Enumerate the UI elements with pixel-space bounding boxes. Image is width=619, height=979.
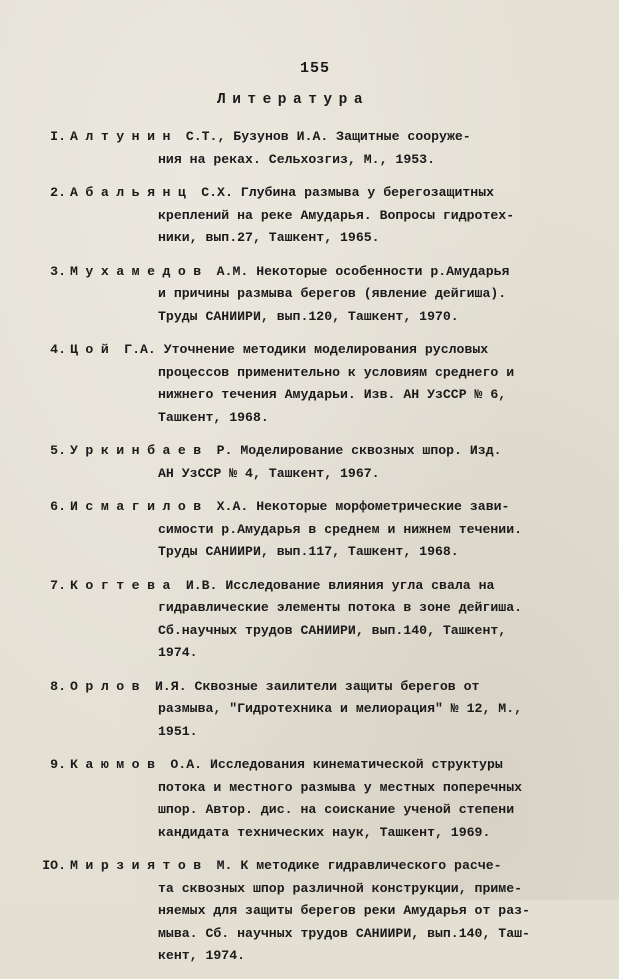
- reference-item: [0, 676, 619, 744]
- reference-number: 4.: [50, 342, 66, 357]
- reference-item: [0, 575, 619, 665]
- reference-list: [0, 126, 619, 979]
- reference-number: 7.: [50, 577, 66, 593]
- reference-number: IO.: [42, 858, 66, 873]
- reference-line: нижнего течения Амударьи. Изв. АН УзССР № 6,: [158, 387, 507, 402]
- reference-author: Мухамедов: [70, 263, 209, 279]
- reference-first-line: [70, 855, 619, 878]
- reference-number: 2.: [50, 185, 66, 200]
- reference-line: симости р.Амударья в среднем и нижнем течении.: [158, 521, 523, 537]
- reference-line: Труды САНИИРИ, вып.120, Ташкент, 1970.: [158, 308, 459, 324]
- reference-author: Цой: [70, 342, 117, 357]
- reference-line: АН УзССР № 4, Ташкент, 1967.: [158, 465, 380, 481]
- reference-first-line: [70, 496, 619, 519]
- reference-text: Р. Моделирование сквозных шпор. Изд.: [208, 443, 502, 458]
- reference-author: Абальянц: [70, 185, 194, 200]
- reference-number: 9.: [50, 757, 66, 772]
- reference-line: та сквозных шпор различной конструкции, приме-: [158, 880, 523, 896]
- reference-line: размыва, "Гидротехника и мелиорация" № 12, М.,: [158, 701, 523, 716]
- reference-line: 1974.: [158, 645, 198, 660]
- reference-line: гидравлические элементы потока в зоне дейгиша.: [158, 600, 523, 615]
- reference-line: шпор. Автор. дис. на соискание ученой степени: [158, 802, 515, 817]
- reference-first-line: [70, 754, 619, 777]
- reference-line: креплений на реке Амударья. Вопросы гидротех-: [158, 207, 515, 223]
- reference-line: кент, 1974.: [158, 948, 246, 963]
- reference-item: [0, 440, 619, 485]
- reference-text: И.Я. Сквозные заилители защиты берегов от: [147, 678, 480, 694]
- reference-line: кандидата технических наук, Ташкент, 1969.: [158, 824, 491, 840]
- reference-item: [0, 855, 619, 968]
- reference-text: О.А. Исследования кинематической структуры: [162, 757, 503, 772]
- reference-number: 8.: [50, 678, 66, 694]
- reference-line: няемых для защиты берегов реки Амударья от раз-: [158, 903, 530, 918]
- reference-line: Сб.научных трудов САНИИРИ, вып.140, Ташкент,: [158, 622, 507, 638]
- reference-number: 6.: [50, 499, 66, 514]
- reference-first-line: [70, 676, 619, 699]
- reference-author: Каюмов: [70, 757, 163, 772]
- reference-first-line: [70, 339, 619, 362]
- reference-line: процессов применительно к условиям среднего и: [158, 364, 515, 380]
- reference-text: М. К методике гидравлического расче-: [208, 858, 502, 873]
- page-number: 155: [300, 60, 331, 77]
- reference-item: [0, 126, 619, 171]
- reference-number: 3.: [50, 263, 66, 279]
- reference-author: Когтева: [70, 577, 178, 593]
- reference-number: I.: [50, 129, 66, 144]
- reference-first-line: [70, 126, 619, 149]
- reference-text: С.Т., Бузунов И.А. Защитные сооруже-: [177, 129, 471, 144]
- reference-item: [0, 261, 619, 329]
- reference-line: потока и местного размыва у местных поперечных: [158, 779, 523, 795]
- reference-author: Алтунин: [70, 129, 178, 144]
- reference-item: [0, 182, 619, 250]
- reference-first-line: [70, 440, 619, 463]
- reference-text: А.М. Некоторые особенности р.Амударья: [208, 263, 510, 279]
- reference-author: Исмагилов: [70, 499, 209, 514]
- reference-line: Ташкент, 1968.: [158, 409, 269, 425]
- reference-line: мыва. Сб. научных трудов САНИИРИ, вып.140, Таш-: [158, 925, 530, 941]
- reference-item: [0, 754, 619, 844]
- reference-item: [0, 496, 619, 564]
- reference-text: Г.А. Уточнение методики моделирования русловых: [116, 342, 489, 357]
- reference-first-line: [70, 261, 619, 284]
- reference-line: ния на реках. Сельхозгиз, М., 1953.: [158, 151, 435, 167]
- reference-line: Труды САНИИРИ, вып.117, Ташкент, 1968.: [158, 544, 459, 559]
- reference-author: Уркинбаев: [70, 443, 209, 458]
- reference-line: 1951.: [158, 723, 198, 739]
- reference-author: Мирзиятов: [70, 858, 209, 873]
- reference-author: Орлов: [70, 678, 148, 694]
- reference-first-line: [70, 182, 619, 205]
- reference-item: [0, 339, 619, 429]
- reference-number: 5.: [50, 443, 66, 458]
- reference-line: и причины размыва берегов (явление дейгиша).: [158, 286, 507, 301]
- page-title: Литература: [217, 92, 370, 108]
- reference-text: С.Х. Глубина размыва у берегозащитных: [193, 185, 495, 200]
- reference-first-line: [70, 575, 619, 598]
- reference-line: ники, вып.27, Ташкент, 1965.: [158, 230, 380, 245]
- reference-text: И.В. Исследование влияния угла свала на: [177, 577, 495, 593]
- reference-text: Х.А. Некоторые морфометрические зави-: [208, 499, 510, 514]
